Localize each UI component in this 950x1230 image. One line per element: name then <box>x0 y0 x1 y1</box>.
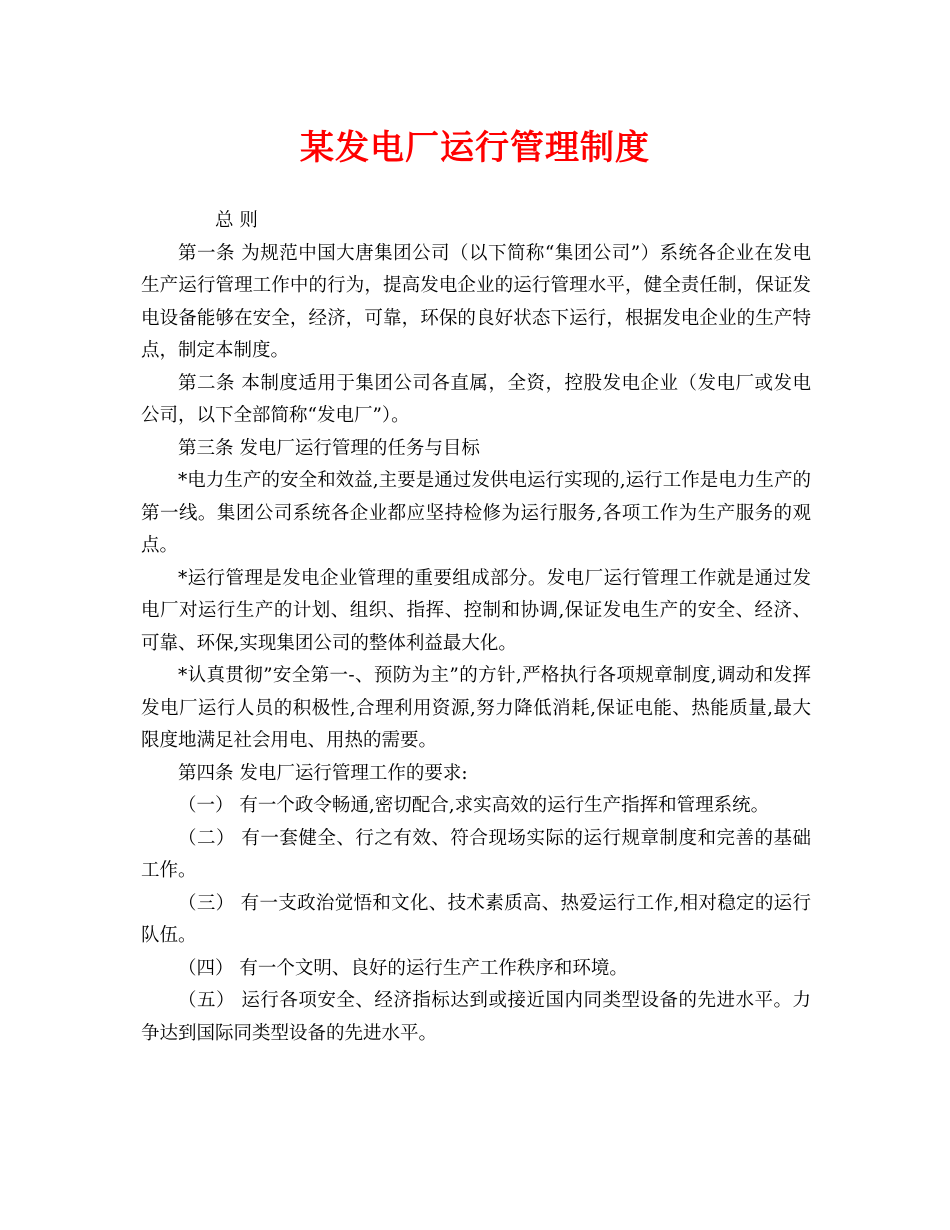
article-4-item-1: （一） 有一个政令畅通,密切配合,求实高效的运行生产指挥和管理系统。 <box>178 795 770 816</box>
article-3-point-2: *运行管理是发电企业管理的重要组成部分。发电厂运行管理工作就是通过发电厂对运行生产的计划、组织、指挥、控制和协调,保证发电生产的安全、经济、可靠、环保,实现集团公司的整体利益最大化。 <box>141 567 811 654</box>
article-3: 第三条 发电厂运行管理的任务与目标 <box>178 437 480 459</box>
document-title: 某发电厂运行管理制度 <box>300 128 650 168</box>
article-4-item-5: （五） 运行各项安全、经济指标达到或接近国内同类型设备的先进水平。力争达到国际同类型设备的先进水平。 <box>141 990 811 1044</box>
article-4-item-2: （二） 有一套健全、行之有效、符合现场实际的运行规章制度和完善的基础工作。 <box>141 827 811 881</box>
article-4-item-3: （三） 有一支政治觉悟和文化、技术素质高、热爱运行工作,相对稳定的运行队伍。 <box>141 892 811 946</box>
document-body <box>141 205 811 1050</box>
section-heading: 总 则 <box>215 210 258 231</box>
article-4: 第四条 发电厂运行管理工作的要求: <box>178 762 468 784</box>
article-3-point-1: *电力生产的安全和效益,主要是通过发供电运行实现的,运行工作是电力生产的第一线。集团公司系统各企业都应坚持检修为运行服务,各项工作为生产服务的观点。 <box>141 470 811 556</box>
article-1: 第一条 为规范中国大唐集团公司（以下简称“集团公司”）系统各企业在发电生产运行管理工作中的行为，提高发电企业的运行管理水平，健全责任制，保证发电设备能够在安全，经济，可靠，环保的良好状态下运行，根据发电企业的生产特点，制定本制度。 <box>141 242 811 361</box>
article-3-point-3: *认真贯彻”安全第一-、预防为主”的方针,严格执行各项规章制度,调动和发挥发电厂运行人员的积极性,合理利用资源,努力降低消耗,保证电能、热能质量,最大限度地满足社会用电、用热的需要。 <box>141 665 811 751</box>
article-4-item-4: （四） 有一个文明、良好的运行生产工作秩序和环境。 <box>178 957 628 979</box>
article-2: 第二条 本制度适用于集团公司各直属，全资，控股发电企业（发电厂或发电公司，以下全部简称“发电厂”）。 <box>141 372 811 426</box>
